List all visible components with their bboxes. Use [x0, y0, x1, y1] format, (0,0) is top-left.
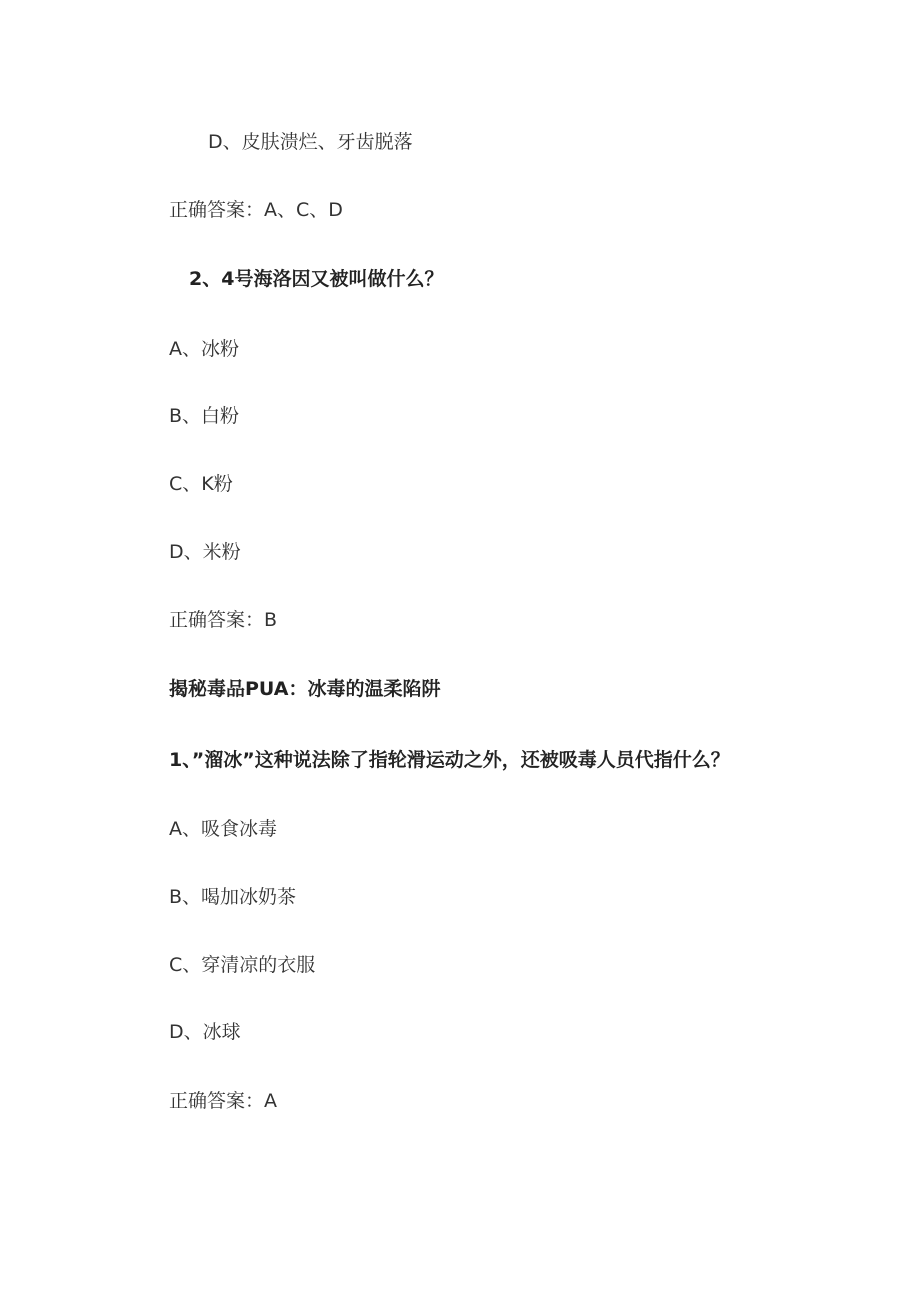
section-question-1-option-d: D、冰球 — [169, 1021, 241, 1043]
section-question-1-option-b: B、喝加冰奶茶 — [169, 886, 297, 908]
question-2-option-d: D、米粉 — [169, 541, 241, 563]
question-2-option-c: C、K粉 — [169, 473, 233, 495]
prev-question-option-d: D、皮肤溃烂、牙齿脱落 — [208, 131, 413, 153]
section-question-1-title: 1、”溜冰”这种说法除了指轮滑运动之外，还被吸毒人员代指什么？ — [169, 749, 730, 771]
section-question-1-option-c: C、穿清凉的衣服 — [169, 954, 316, 976]
question-2-title: 2、4号海洛因又被叫做什么？ — [189, 268, 444, 290]
question-2-option-b: B、白粉 — [169, 405, 240, 427]
section-title: 揭秘毒品PUA：冰毒的温柔陷阱 — [169, 678, 441, 700]
section-question-1-answer: 正确答案：A — [169, 1090, 277, 1112]
prev-question-answer: 正确答案：A、C、D — [169, 199, 343, 221]
question-2-answer: 正确答案：B — [169, 609, 278, 631]
section-question-1-option-a: A、吸食冰毒 — [169, 818, 277, 840]
question-2-option-a: A、冰粉 — [169, 338, 239, 360]
